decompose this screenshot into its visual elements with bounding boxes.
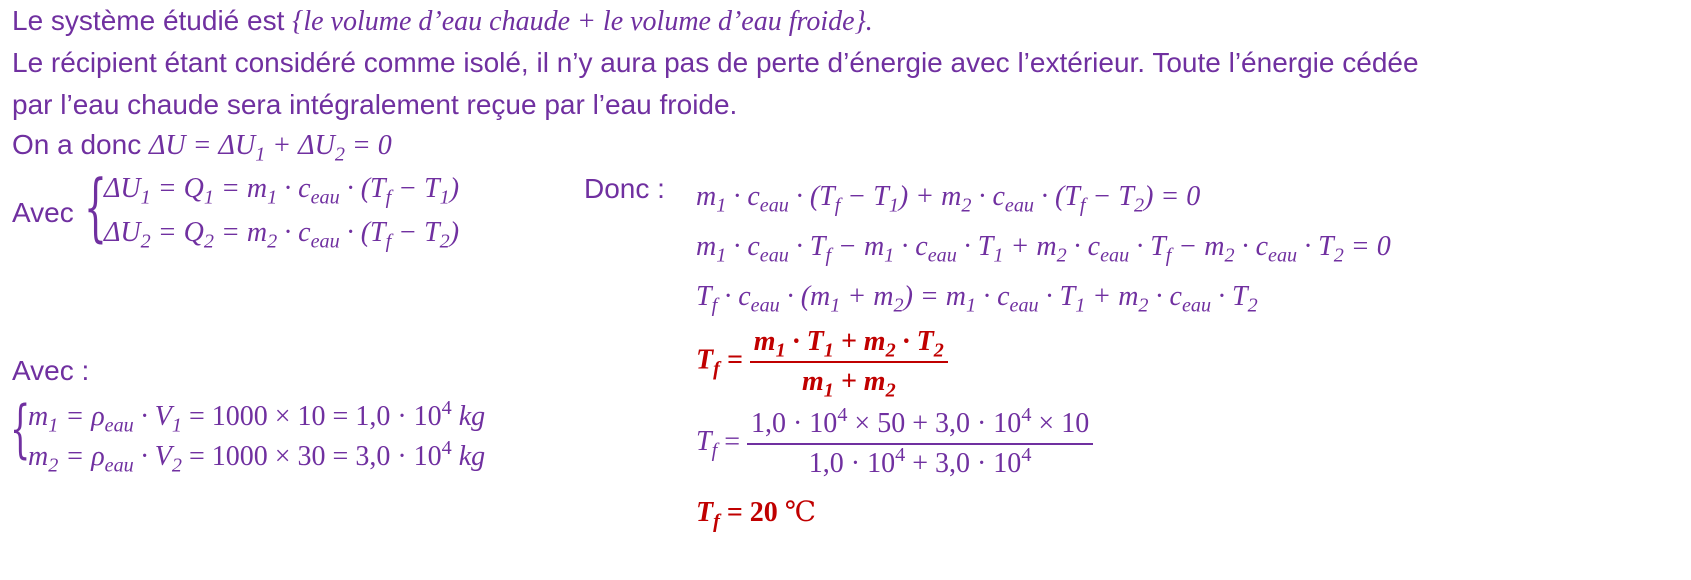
numeric-fraction: $\frac{1,0 \cdot 10^4 \times 50 + 3,0 \cdot 10^4 \times 10}{1,0 \cdot 10^4 + 3,0 \cdot 10^4}$ bbox=[747, 408, 1093, 480]
final-result: $T_f = 20$ ℃ bbox=[696, 497, 817, 533]
left-brace-icon: { bbox=[10, 392, 31, 467]
mass-m2-equation: $m_2 = \rho_{eau} \cdot V_2 = 1000 \times 30 = 3,0 \cdot 10^4$ kg bbox=[28, 436, 486, 477]
line-energy-balance: On a donc $\Delta U = \Delta U_1 + \Delta U_2 = 0$ bbox=[12, 129, 392, 166]
delta-u1-equation: $\Delta U_1 = Q_1 = m_1 \cdot c_{eau} \cdot (T_f - T_1)$ bbox=[104, 173, 460, 209]
left-brace-icon: { bbox=[84, 167, 107, 252]
derivation-line-2: $m_1 \cdot c_{eau} \cdot T_f - m_1 \cdot c_{eau} \cdot T_1 + m_2 \cdot c_{eau} \cdot T_f - m_2 \cdot c_{eau} \cdot T_2 = 0$ bbox=[696, 231, 1391, 267]
formula-fraction: $\frac{m_1 \cdot T_1 + m_2 \cdot T_2}{m_1 + m_2}$ bbox=[750, 326, 948, 398]
line-energy: par l’eau chaude sera intégralement reçue par l’eau froide. bbox=[12, 89, 738, 120]
final-formula: $T_f$ = $\frac{m_1 \cdot T_1 + m_2 \cdot T_2}{m_1 + m_2}$ bbox=[696, 326, 948, 398]
derivation-line-1: $m_1 \cdot c_{eau} \cdot (T_f - T_1) + m_2 \cdot c_{eau} \cdot (T_f - T_2) = 0$ bbox=[696, 181, 1201, 217]
delta-u2-equation: $\Delta U_2 = Q_2 = m_2 \cdot c_{eau} \cdot (T_f - T_2)$ bbox=[104, 217, 460, 253]
label-donc: Donc : bbox=[584, 173, 665, 204]
mass-m1-equation: $m_1 = \rho_{eau} \cdot V_1 = 1000 \times 10 = 1,0 \cdot 10^4$ kg bbox=[28, 396, 486, 437]
derivation-line-3: $T_f \cdot c_{eau} \cdot (m_1 + m_2) = m_1 \cdot c_{eau} \cdot T_1 + m_2 \cdot c_{eau} \cdot T_2$ bbox=[696, 281, 1258, 317]
energy-balance-equation: $\Delta U = \Delta U_1 + \Delta U_2 = 0$ bbox=[148, 130, 392, 166]
label-avec: Avec bbox=[12, 197, 74, 228]
line-system: Le système étudié est {le volume d’eau chaude + le volume d’eau froide}. bbox=[12, 5, 873, 37]
final-temperature-value: 20 bbox=[749, 497, 778, 528]
label-avec-colon: Avec : bbox=[12, 355, 90, 386]
system-definition: {le volume d’eau chaude + le volume d’eau froide}. bbox=[292, 6, 873, 37]
numeric-substitution: $T_f$ = $\frac{1,0 \cdot 10^4 \times 50 + 3,0 \cdot 10^4 \times 10}{1,0 \cdot 10^4 + 3,0 \cdot 10^4}$ bbox=[696, 408, 1093, 480]
line-isolated: Le récipient étant considéré comme isolé, il n’y aura pas de perte d’énergie avec l’extérieur. Toute l’énergie cédée bbox=[12, 47, 1419, 78]
